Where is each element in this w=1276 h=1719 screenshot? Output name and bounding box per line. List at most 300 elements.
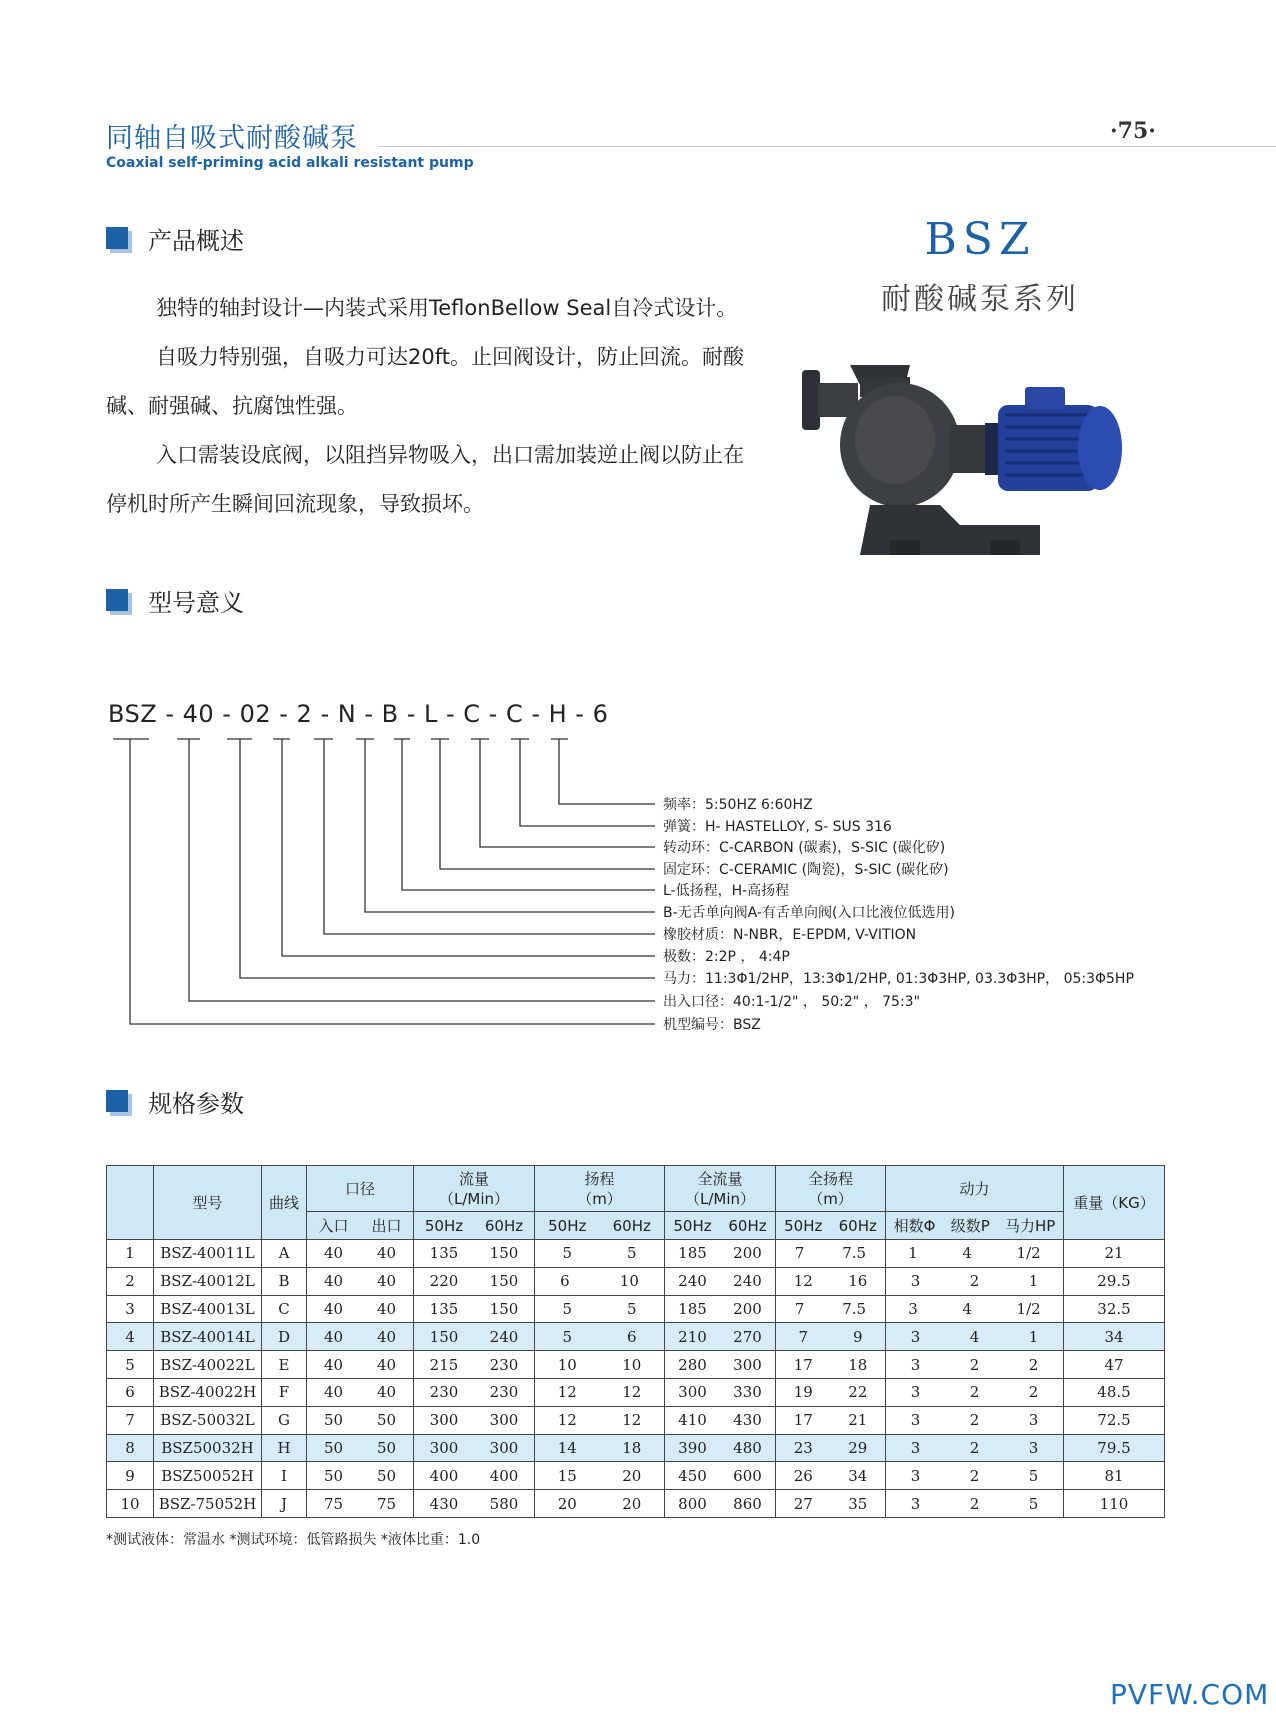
table-row	[107, 1295, 1165, 1323]
flow-50hz-value: 300	[429, 1411, 459, 1430]
section-bullet-icon	[106, 1090, 128, 1112]
watermark: PVFW.COM	[1110, 1678, 1270, 1711]
cell-power	[886, 1267, 1064, 1295]
cell-power	[886, 1323, 1064, 1351]
outlet-value: 75	[376, 1494, 397, 1513]
curve-value: C	[278, 1299, 290, 1318]
inlet-value: 50	[323, 1411, 344, 1430]
subheader-60hz: 60Hz	[838, 1216, 877, 1235]
outlet-value: 40	[376, 1355, 397, 1374]
head-60hz-value: 20	[622, 1466, 642, 1485]
head-50hz-value: 6	[560, 1272, 570, 1291]
phase-value: 3	[910, 1272, 921, 1291]
full-flow-60hz-value: 600	[733, 1466, 762, 1485]
cell-power	[886, 1295, 1064, 1323]
full-flow-50hz-value: 300	[678, 1383, 707, 1402]
section-model-title: 型号意义	[148, 588, 244, 617]
table-row	[107, 1462, 1165, 1490]
head-60hz-value: 20	[622, 1494, 642, 1513]
flow-60hz-value: 150	[489, 1272, 519, 1291]
inlet-value: 40	[323, 1299, 344, 1318]
poles-value: 4	[962, 1299, 972, 1318]
row-number: 2	[125, 1272, 135, 1291]
row-number: 10	[120, 1494, 140, 1513]
full-flow-60hz-value: 430	[733, 1411, 762, 1430]
model-value: BSZ-40014L	[160, 1327, 255, 1346]
full-head-50hz-value: 19	[793, 1383, 813, 1402]
cell-full-flow	[665, 1462, 776, 1490]
cell-curve	[262, 1240, 307, 1268]
full-flow-60hz-value: 270	[733, 1327, 762, 1346]
subheader-hp: 马力HP	[1005, 1217, 1056, 1235]
table-row	[107, 1406, 1165, 1434]
weight-value: 29.5	[1097, 1272, 1131, 1291]
overview-paragraph: 入口需装设底阀，以阻挡异物吸入，出口需加装逆止阀以防止在停机时所产生瞬间回流现象，导致损坏。	[106, 443, 744, 516]
inlet-value: 40	[323, 1355, 344, 1374]
head-60hz-value: 10	[619, 1272, 639, 1291]
curve-value: I	[281, 1466, 287, 1485]
outlet-value: 40	[376, 1383, 397, 1402]
cell-model	[154, 1240, 262, 1268]
curve-value: A	[278, 1244, 290, 1263]
cell-diameter	[307, 1267, 414, 1295]
spec-table-body	[107, 1240, 1165, 1518]
model-value: BSZ-40022H	[158, 1383, 257, 1402]
overview-paragraph: 独特的轴封设计—内装式采用TeflonBellow Seal自冷式设计。	[156, 296, 738, 320]
curve-value: F	[278, 1383, 290, 1402]
spec-table	[106, 1165, 1165, 1518]
full-head-60hz-value: 18	[848, 1355, 868, 1374]
cell-flow	[414, 1295, 535, 1323]
inlet-value: 40	[323, 1244, 344, 1263]
cell-diameter	[307, 1490, 414, 1518]
cell-head	[535, 1240, 665, 1268]
subheader-50hz: 50Hz	[424, 1216, 464, 1235]
cell-full-flow	[665, 1240, 776, 1268]
cell-flow	[414, 1462, 535, 1490]
full-flow-60hz-value: 860	[733, 1494, 762, 1513]
cell-head	[535, 1378, 665, 1406]
full-flow-50hz-value: 410	[678, 1411, 707, 1430]
subheader-50hz: 50Hz	[548, 1216, 587, 1235]
header-cell-full-flow: 全流量 （L/Min）	[665, 1166, 776, 1212]
flow-60hz-value: 150	[489, 1299, 519, 1318]
cell-head	[535, 1462, 665, 1490]
hp-value: 5	[1028, 1494, 1039, 1513]
cell-diameter	[307, 1323, 414, 1351]
table-row	[107, 1378, 1165, 1406]
header-cell-full-head: 全扬程 （m）	[776, 1166, 886, 1212]
full-flow-60hz-value: 330	[733, 1383, 762, 1402]
hp-value: 1	[1028, 1272, 1039, 1291]
header-cell-weight: 重量（KG）	[1064, 1166, 1165, 1240]
cell-flow	[414, 1351, 535, 1379]
head-60hz-value: 12	[622, 1383, 642, 1402]
cell-curve	[262, 1267, 307, 1295]
poles-value: 4	[969, 1327, 980, 1346]
full-head-60hz-value: 9	[852, 1327, 863, 1346]
subheader-60hz: 60Hz	[484, 1216, 524, 1235]
phase-value: 3	[910, 1438, 921, 1457]
flow-50hz-value: 220	[429, 1272, 459, 1291]
poles-value: 2	[969, 1272, 980, 1291]
full-head-60hz-value: 35	[848, 1494, 868, 1513]
poles-value: 2	[969, 1383, 980, 1402]
table-row	[107, 1351, 1165, 1379]
cell-full-head	[776, 1240, 886, 1268]
flow-60hz-value: 300	[489, 1438, 519, 1457]
subheader-poles: 级数P	[950, 1217, 990, 1235]
cell-full-flow	[665, 1351, 776, 1379]
flow-50hz-value: 430	[429, 1494, 459, 1513]
full-flow-50hz-value: 240	[678, 1272, 707, 1291]
cell-full-flow	[665, 1490, 776, 1518]
full-head-60hz-value: 29	[848, 1438, 868, 1457]
hp-value: 1/2	[1016, 1244, 1041, 1263]
cell-full-flow	[665, 1323, 776, 1351]
cell-diameter	[307, 1434, 414, 1462]
full-flow-60hz-value: 240	[733, 1272, 762, 1291]
full-head-60hz-value: 7.5	[842, 1244, 867, 1263]
code-label: 转动环：C-CARBON (碳素)，S-SIC (碳化矽)	[663, 840, 946, 856]
poles-value: 2	[969, 1355, 980, 1374]
cell-weight	[1064, 1323, 1165, 1351]
cell-power	[886, 1462, 1064, 1490]
head-50hz-value: 14	[557, 1438, 577, 1457]
full-flow-50hz-value: 210	[678, 1327, 707, 1346]
outlet-value: 50	[376, 1438, 397, 1457]
subheader-60hz: 60Hz	[612, 1216, 651, 1235]
flow-60hz-value: 230	[489, 1383, 519, 1402]
flow-60hz-value: 230	[489, 1355, 519, 1374]
cell-no	[107, 1323, 154, 1351]
cell-no	[107, 1351, 154, 1379]
cell-curve	[262, 1434, 307, 1462]
cell-full-flow	[665, 1406, 776, 1434]
code-label: B-无舌单向阀A-有舌单向阀(入口比液位低选用)	[663, 905, 955, 921]
full-flow-50hz-value: 450	[678, 1466, 707, 1485]
cell-no	[107, 1490, 154, 1518]
cell-full-head	[776, 1434, 886, 1462]
cell-diameter	[307, 1462, 414, 1490]
full-head-50hz-value: 7	[794, 1299, 805, 1318]
poles-value: 2	[969, 1494, 980, 1513]
cell-weight	[1064, 1267, 1165, 1295]
phase-value: 3	[910, 1383, 921, 1402]
cell-power	[886, 1490, 1064, 1518]
model-value: BSZ50032H	[161, 1438, 254, 1457]
cell-flow	[414, 1378, 535, 1406]
cell-full-flow	[665, 1295, 776, 1323]
cell-no	[107, 1378, 154, 1406]
weight-value: 34	[1104, 1327, 1124, 1346]
subheader-head	[535, 1212, 665, 1240]
full-head-50hz-value: 17	[793, 1411, 813, 1430]
cell-full-flow	[665, 1378, 776, 1406]
row-number: 1	[125, 1244, 135, 1263]
flow-50hz-value: 150	[429, 1327, 459, 1346]
cell-head	[535, 1267, 665, 1295]
head-60hz-value: 5	[626, 1299, 637, 1318]
subheader-60hz: 60Hz	[728, 1216, 767, 1235]
row-number: 9	[125, 1466, 135, 1485]
subheader-diameter	[307, 1212, 414, 1240]
full-flow-50hz-value: 390	[678, 1438, 707, 1457]
section-overview-title: 产品概述	[148, 226, 244, 255]
full-head-60hz-value: 16	[848, 1272, 868, 1291]
cell-full-head	[776, 1351, 886, 1379]
model-value: BSZ50052H	[161, 1466, 254, 1485]
cell-full-head	[776, 1406, 886, 1434]
full-head-50hz-value: 7	[798, 1327, 809, 1346]
model-value: BSZ-40012L	[160, 1272, 255, 1291]
cell-head	[535, 1434, 665, 1462]
hp-value: 2	[1028, 1383, 1039, 1402]
flow-50hz-value: 300	[429, 1438, 459, 1457]
cell-weight	[1064, 1406, 1165, 1434]
cell-curve	[262, 1351, 307, 1379]
hp-value: 1/2	[1016, 1299, 1041, 1318]
cell-head	[535, 1295, 665, 1323]
full-flow-60hz-value: 300	[733, 1355, 762, 1374]
cell-curve	[262, 1295, 307, 1323]
full-flow-50hz-value: 800	[678, 1494, 707, 1513]
cell-model	[154, 1267, 262, 1295]
flow-50hz-value: 400	[429, 1466, 459, 1485]
hp-value: 3	[1028, 1411, 1039, 1430]
cell-model	[154, 1378, 262, 1406]
code-label: 固定环：C-CERAMIC (陶瓷)，S-SIC (碳化矽)	[663, 862, 949, 878]
row-number: 3	[125, 1299, 135, 1318]
header-cell-flow: 流量 （L/Min）	[414, 1166, 535, 1212]
inlet-value: 50	[323, 1438, 344, 1457]
full-head-60hz-value: 21	[848, 1411, 868, 1430]
phase-value: 3	[910, 1411, 921, 1430]
outlet-value: 40	[376, 1244, 397, 1263]
table-row	[107, 1240, 1165, 1268]
full-head-50hz-value: 17	[793, 1355, 813, 1374]
inlet-value: 75	[323, 1494, 344, 1513]
subheader-50hz: 50Hz	[673, 1216, 712, 1235]
cell-flow	[414, 1323, 535, 1351]
cell-diameter	[307, 1406, 414, 1434]
model-value: BSZ-40013L	[160, 1299, 255, 1318]
subheader-50hz: 50Hz	[784, 1216, 823, 1235]
cell-curve	[262, 1378, 307, 1406]
row-number: 4	[125, 1327, 135, 1346]
cell-diameter	[307, 1351, 414, 1379]
head-50hz-value: 15	[557, 1466, 577, 1485]
subheader-inlet: 入口	[318, 1217, 349, 1235]
header-cell-head: 扬程 （m）	[535, 1166, 665, 1212]
flow-60hz-value: 400	[489, 1466, 519, 1485]
phase-value: 3	[910, 1355, 921, 1374]
cell-model	[154, 1490, 262, 1518]
header-cell-no	[107, 1166, 154, 1240]
row-number: 7	[125, 1411, 135, 1430]
header-cell-model: 型号	[154, 1166, 262, 1240]
cell-full-head	[776, 1462, 886, 1490]
cell-diameter	[307, 1295, 414, 1323]
cell-model	[154, 1462, 262, 1490]
cell-power	[886, 1434, 1064, 1462]
model-value: BSZ-40011L	[160, 1244, 255, 1263]
section-bullet-icon	[106, 589, 128, 611]
full-head-50hz-value: 26	[793, 1466, 813, 1485]
head-50hz-value: 10	[557, 1355, 577, 1374]
overview-text	[106, 284, 746, 529]
cell-model	[154, 1323, 262, 1351]
header-divider	[378, 146, 1276, 147]
table-row	[107, 1434, 1165, 1462]
cell-no	[107, 1295, 154, 1323]
outlet-value: 40	[376, 1327, 397, 1346]
cell-power	[886, 1240, 1064, 1268]
code-label: 极数：2:2P ， 4:4P	[663, 949, 790, 965]
cell-power	[886, 1378, 1064, 1406]
poles-value: 2	[969, 1438, 980, 1457]
section-specs-title: 规格参数	[148, 1089, 244, 1118]
code-label: 频率：5:50HZ 6:60HZ	[663, 797, 813, 813]
page-number: ·75·	[1110, 118, 1156, 144]
head-50hz-value: 5	[562, 1299, 573, 1318]
page-subtitle: Coaxial self-priming acid alkali resistant pump	[106, 155, 474, 171]
head-60hz-value: 10	[622, 1355, 642, 1374]
full-flow-60hz-value: 200	[733, 1299, 762, 1318]
cell-weight	[1064, 1240, 1165, 1268]
inlet-value: 40	[323, 1327, 344, 1346]
cell-flow	[414, 1434, 535, 1462]
cell-weight	[1064, 1295, 1165, 1323]
cell-model	[154, 1434, 262, 1462]
cell-no	[107, 1462, 154, 1490]
full-head-50hz-value: 23	[793, 1438, 813, 1457]
cell-power	[886, 1406, 1064, 1434]
curve-value: B	[278, 1272, 290, 1291]
subheader-full-flow	[665, 1212, 776, 1240]
inlet-value: 40	[323, 1272, 344, 1291]
head-60hz-value: 18	[622, 1438, 642, 1457]
model-value: BSZ-75052H	[158, 1494, 257, 1513]
row-number: 8	[125, 1438, 135, 1457]
full-flow-50hz-value: 185	[678, 1299, 707, 1318]
full-head-50hz-value: 27	[793, 1494, 813, 1513]
cell-full-flow	[665, 1434, 776, 1462]
flow-60hz-value: 580	[489, 1494, 519, 1513]
poles-value: 2	[969, 1411, 980, 1430]
cell-full-head	[776, 1267, 886, 1295]
subheader-flow	[414, 1212, 535, 1240]
cell-head	[535, 1490, 665, 1518]
head-60hz-value: 12	[622, 1411, 642, 1430]
weight-value: 81	[1104, 1466, 1124, 1485]
flow-50hz-value: 135	[429, 1299, 459, 1318]
curve-value: J	[280, 1494, 287, 1513]
head-50hz-value: 20	[557, 1494, 577, 1513]
cell-model	[154, 1351, 262, 1379]
full-flow-60hz-value: 480	[733, 1438, 762, 1457]
full-head-50hz-value: 12	[793, 1272, 813, 1291]
cell-flow	[414, 1490, 535, 1518]
cell-no	[107, 1267, 154, 1295]
code-label: 机型编号：BSZ	[663, 1017, 761, 1030]
weight-value: 79.5	[1097, 1438, 1131, 1457]
cell-head	[535, 1406, 665, 1434]
flow-50hz-value: 135	[429, 1244, 459, 1263]
code-label: 弹簧：H- HASTELLOY, S- SUS 316	[663, 819, 892, 835]
cell-diameter	[307, 1240, 414, 1268]
outlet-value: 40	[376, 1299, 397, 1318]
cell-curve	[262, 1323, 307, 1351]
head-50hz-value: 12	[557, 1411, 577, 1430]
cell-head	[535, 1351, 665, 1379]
cell-weight	[1064, 1378, 1165, 1406]
inlet-value: 50	[323, 1466, 344, 1485]
hp-value: 2	[1028, 1355, 1039, 1374]
subheader-phase: 相数Φ	[893, 1217, 936, 1235]
cell-weight	[1064, 1490, 1165, 1518]
weight-value: 48.5	[1097, 1383, 1131, 1402]
subheader-full-head	[776, 1212, 886, 1240]
full-flow-50hz-value: 280	[678, 1355, 707, 1374]
outlet-value: 50	[376, 1411, 397, 1430]
head-50hz-value: 12	[557, 1383, 577, 1402]
header-cell-curve: 曲线	[262, 1166, 307, 1240]
hp-value: 1	[1028, 1327, 1039, 1346]
table-row	[107, 1490, 1165, 1518]
hp-value: 3	[1028, 1438, 1039, 1457]
weight-value: 110	[1099, 1494, 1129, 1513]
code-leader-lines	[113, 739, 655, 1024]
curve-value: E	[278, 1355, 290, 1374]
header-cell-diameter: 口径	[307, 1166, 414, 1212]
flow-60hz-value: 240	[489, 1327, 519, 1346]
series-subtitle: 耐酸碱泵系列	[881, 282, 1079, 317]
cell-curve	[262, 1490, 307, 1518]
model-value: BSZ-40022L	[160, 1355, 255, 1374]
cell-full-head	[776, 1295, 886, 1323]
weight-value: 47	[1104, 1355, 1124, 1374]
section-overview-heading	[106, 223, 244, 253]
cell-no	[107, 1240, 154, 1268]
curve-value: H	[277, 1438, 291, 1457]
weight-value: 72.5	[1097, 1411, 1131, 1430]
phase-value: 3	[910, 1494, 921, 1513]
cell-weight	[1064, 1351, 1165, 1379]
cell-full-head	[776, 1323, 886, 1351]
cell-flow	[414, 1406, 535, 1434]
head-60hz-value: 6	[626, 1327, 637, 1346]
cell-flow	[414, 1240, 535, 1268]
cell-head	[535, 1323, 665, 1351]
table-row	[107, 1267, 1165, 1295]
full-flow-60hz-value: 200	[733, 1244, 762, 1263]
table-footnote: *测试液体：常温水 *测试环境：低管路损失 *液体比重：1.0	[106, 1532, 481, 1548]
subheader-power	[886, 1212, 1064, 1240]
flow-60hz-value: 300	[489, 1411, 519, 1430]
overview-paragraph: 自吸力特别强，自吸力可达20ft。止回阀设计，防止回流。耐酸碱、耐强碱、抗腐蚀性强。	[106, 345, 744, 418]
page-title: 同轴自吸式耐酸碱泵	[106, 123, 358, 154]
header-cell-power: 动力	[886, 1166, 1064, 1212]
code-label: 马力：11:3Φ1/2HP，13:3Φ1/2HP, 01:3Φ3HP, 03.3Φ3HP， 05:3Φ5HP	[663, 971, 1134, 987]
pump-image	[800, 355, 1140, 565]
table-header-row	[107, 1166, 1165, 1212]
full-head-60hz-value: 22	[848, 1383, 868, 1402]
flow-50hz-value: 230	[429, 1383, 459, 1402]
full-flow-50hz-value: 185	[678, 1244, 707, 1263]
table-row	[107, 1323, 1165, 1351]
cell-flow	[414, 1267, 535, 1295]
